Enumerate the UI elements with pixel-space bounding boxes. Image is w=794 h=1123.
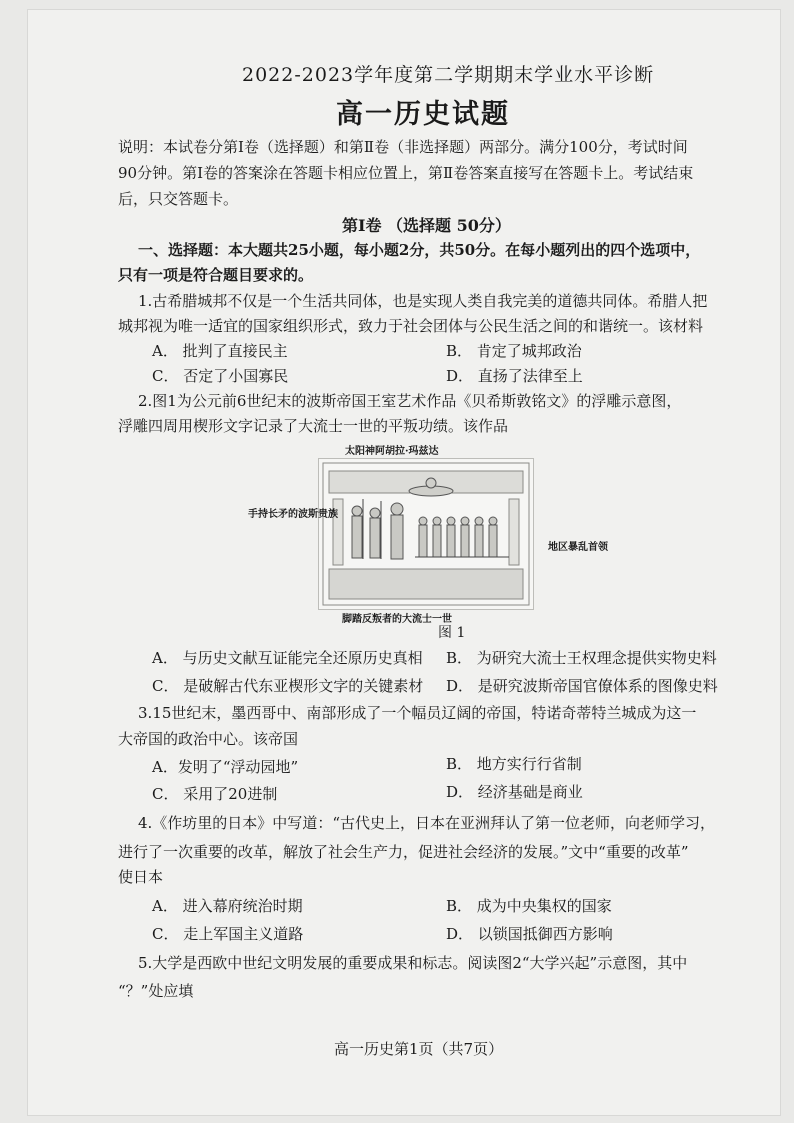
q1-option-b: B． 肯定了城邦政治 [446,342,582,360]
q4-option-a: A． 进入幕府统治时期 [152,897,303,915]
q2-stem-line-1: 2.图1为公元前6世纪末的波斯帝国王室艺术作品《贝希斯敦铭文》的浮雕示意图， [138,392,682,410]
relief-illustration [319,459,533,609]
page-footer: 高一历史第1页（共7页） [334,1040,504,1058]
q4-stem-line-3: 使日本 [118,868,164,886]
section-intro-line-1: 一、选择题：本大题共25小题，每小题2分，共50分。在每小题列出的四个选项中， [138,241,701,259]
figure1-label-sun-god: 太阳神阿胡拉·玛兹达 [345,446,439,457]
q1-stem-line-1: 1.古希腊城邦不仅是一个生活共同体，也是实现人类自我完美的道德共同体。希腊人把 [138,292,708,310]
figure1-label-rebel-leaders: 地区暴乱首领 [548,542,608,553]
instructions-line-3: 后，只交答题卡。 [118,190,239,208]
q3-option-b: B． 地方实行行省制 [446,755,582,773]
q1-stem-line-2: 城邦视为唯一适宜的国家组织形式，致力于社会团体与公民生活之间的和谐统一。该材料 [118,317,704,335]
q2-option-b: B． 为研究大流士王权理念提供实物史料 [446,649,717,667]
q5-stem-line-1: 5.大学是西欧中世纪文明发展的重要成果和标志。阅读图2“大学兴起”示意图，其中 [138,954,688,972]
instructions-line-1: 说明：本试卷分第Ⅰ卷（选择题）和第Ⅱ卷（非选择题）两部分。满分100分，考试时间 [118,138,688,156]
q4-option-d: D． 以锁国抵御西方影响 [446,925,613,943]
instructions-line-2: 90分钟。第Ⅰ卷的答案涂在答题卡相应位置上，第Ⅱ卷答案直接写在答题卡上。考试结束 [118,164,694,182]
q4-option-c: C． 走上军国主义道路 [152,925,304,943]
q2-option-a: A． 与历史文献互证能完全还原历史真相 [152,649,423,667]
q3-stem-line-1: 3.15世纪末，墨西哥中、南部形成了一个幅员辽阔的帝国，特诺奇蒂特兰城成为这一 [138,704,697,722]
q4-stem-line-1: 4.《作坊里的日本》中写道：“古代史上，日本在亚洲拜认了第一位老师，向老师学习， [138,814,715,832]
exam-title: 高一历史试题 [336,99,510,130]
q1-option-a: A． 批判了直接民主 [152,342,288,360]
q4-option-b: B． 成为中央集权的国家 [446,897,612,915]
section-intro-line-2: 只有一项是符合题目要求的。 [118,266,314,284]
q1-option-c: C． 否定了小国寡民 [152,367,289,385]
section-heading: 第Ⅰ卷 （选择题 50分） [342,216,511,235]
q5-stem-line-2: “？”处应填 [118,982,194,1000]
figure1-label-persian-noble: 手持长矛的波斯贵族 [248,509,338,520]
q2-stem-line-2: 浮雕四周用楔形文字记录了大流士一世的平叛功绩。该作品 [118,417,509,435]
figure1-relief [318,458,534,610]
q3-option-d: D． 经济基础是商业 [446,783,583,801]
q3-option-a: A．发明了“浮动园地” [152,758,299,776]
exam-subtitle: 2022-2023学年度第二学期期末学业水平诊断 [242,64,655,86]
q2-option-d: D． 是研究波斯帝国官僚体系的图像史料 [446,677,718,695]
q1-option-d: D． 直扬了法律至上 [446,367,583,385]
figure1-caption: 图 1 [438,625,466,641]
q3-stem-line-2: 大帝国的政治中心。该帝国 [118,730,299,748]
q3-option-c: C． 采用了20进制 [152,785,278,803]
q4-stem-line-2: 进行了一次重要的改革，解放了社会生产力，促进社会经济的发展。”文中“重要的改革” [118,843,689,861]
q2-option-c: C． 是破解古代东亚楔形文字的关键素材 [152,677,424,695]
figure1-label-darius: 脚踏反叛者的大流士一世 [342,614,452,625]
